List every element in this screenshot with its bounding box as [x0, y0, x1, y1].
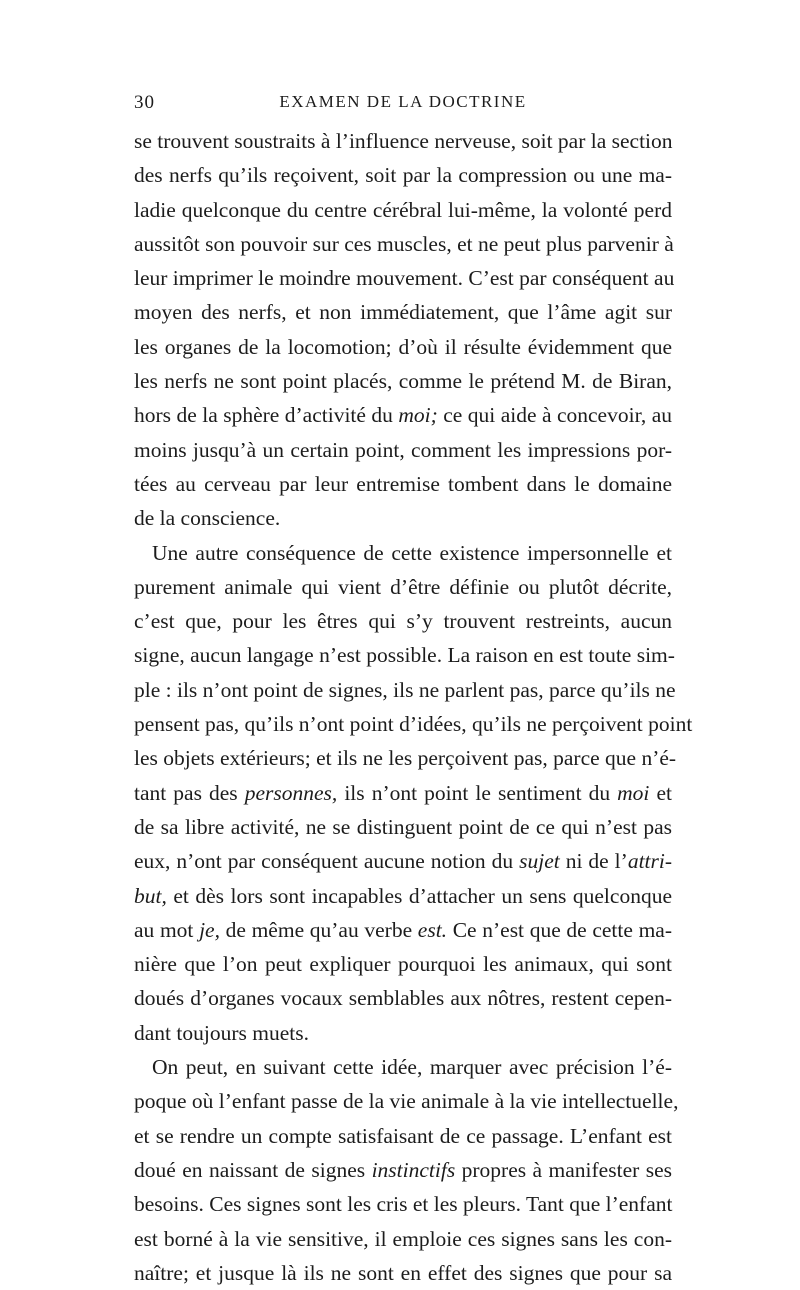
- text-line: pensent pas, qu’ils n’ont point d’idées, qu’ils ne perçoivent point: [134, 712, 693, 737]
- text-line: les organes de la locomotion; d’où il résulte évidemment que: [134, 334, 672, 359]
- text-line: se trouvent soustraits à l’influence nerveuse, soit par la section: [134, 129, 673, 153]
- body-text: [134, 124, 693, 1290]
- text-line: les nerfs ne sont point placés, comme le prétend M. de Biran,: [134, 369, 672, 394]
- text-line: et se rendre un compte satisfaisant de ce passage. L’enfant est: [134, 1123, 672, 1148]
- running-head: [134, 92, 672, 122]
- italic-term: sujet: [519, 849, 560, 874]
- text-line: poque où l’enfant passe de la vie animale à la vie intellectuelle,: [134, 1089, 679, 1114]
- text-line: tées au cerveau par leur entremise tombent dans le domaine: [134, 471, 672, 496]
- italic-term: but,: [134, 883, 167, 908]
- italic-term: est.: [417, 917, 448, 942]
- italic-term: je,: [199, 917, 220, 942]
- italic-term: moi: [617, 780, 650, 805]
- running-title: EXAMEN DE LA DOCTRINE: [279, 92, 527, 111]
- paragraph-end-line: dant toujours muets.: [134, 1020, 309, 1045]
- italic-term: attri-: [627, 849, 673, 874]
- text-line: c’est que, pour les êtres qui s’y trouvent restreints, aucun: [134, 609, 672, 634]
- text-line: eux, n’ont par conséquent aucune notion du sujet ni de l’attri-: [134, 849, 673, 874]
- text-line: est borné à la vie sensitive, il emploie ces signes sans les con-: [134, 1226, 672, 1251]
- text-line: hors de la sphère d’activité du moi; ce qui aide à concevoir, au: [134, 403, 672, 428]
- text-line: doués d’organes vocaux semblables aux nôtres, restent cepen-: [134, 986, 672, 1011]
- text-line: ladie quelconque du centre cérébral lui-même, la volonté perd: [134, 197, 672, 222]
- text-line: des nerfs qu’ils reçoivent, soit par la compression ou une ma-: [134, 163, 672, 188]
- text-line: purement animale qui vient d’être définie ou plutôt décrite,: [134, 574, 672, 599]
- text-line: aussitôt son pouvoir sur ces muscles, et ne peut plus parvenir à: [134, 231, 674, 256]
- text-line: ple : ils n’ont point de signes, ils ne parlent pas, parce qu’ils ne: [134, 677, 676, 702]
- italic-term: instinctifs: [371, 1157, 456, 1182]
- page-number: 30: [134, 92, 155, 113]
- italic-term: personnes,: [244, 780, 338, 805]
- text-line: but, et dès lors sont incapables d’attacher un sens quelconque: [134, 883, 672, 908]
- paragraph-start-line: On peut, en suivant cette idée, marquer avec précision l’é-: [152, 1055, 672, 1080]
- paragraph-start-line: Une autre conséquence de cette existence impersonnelle et: [152, 540, 672, 565]
- text-line: nière que l’on peut expliquer pourquoi les animaux, qui sont: [134, 952, 672, 977]
- text-line: signe, aucun langage n’est possible. La raison en est toute sim-: [134, 643, 675, 668]
- text-line: les objets extérieurs; et ils ne les perçoivent pas, parce que n’é-: [134, 746, 677, 771]
- text-line: leur imprimer le moindre mouvement. C’est par conséquent au: [134, 266, 675, 291]
- text-line: tant pas des personnes, ils n’ont point le sentiment du moi et: [134, 780, 672, 805]
- text-line: doué en naissant de signes instinctifs propres à manifester ses: [134, 1157, 672, 1182]
- text-line: moyen des nerfs, et non immédiatement, que l’âme agit sur: [134, 300, 672, 325]
- text-line: moins jusqu’à un certain point, comment les impressions por-: [134, 437, 672, 462]
- text-line: au mot je, de même qu’au verbe est. Ce n’est que de cette ma-: [134, 917, 672, 942]
- text-line: naître; et jusque là ils ne sont en effet des signes que pour sa: [134, 1260, 672, 1285]
- paragraph-end-line: de la conscience.: [134, 506, 281, 531]
- text-line: besoins. Ces signes sont les cris et les pleurs. Tant que l’enfant: [134, 1192, 673, 1217]
- italic-term: moi;: [398, 403, 438, 428]
- text-line: de sa libre activité, ne se distinguent point de ce qui n’est pas: [134, 814, 672, 839]
